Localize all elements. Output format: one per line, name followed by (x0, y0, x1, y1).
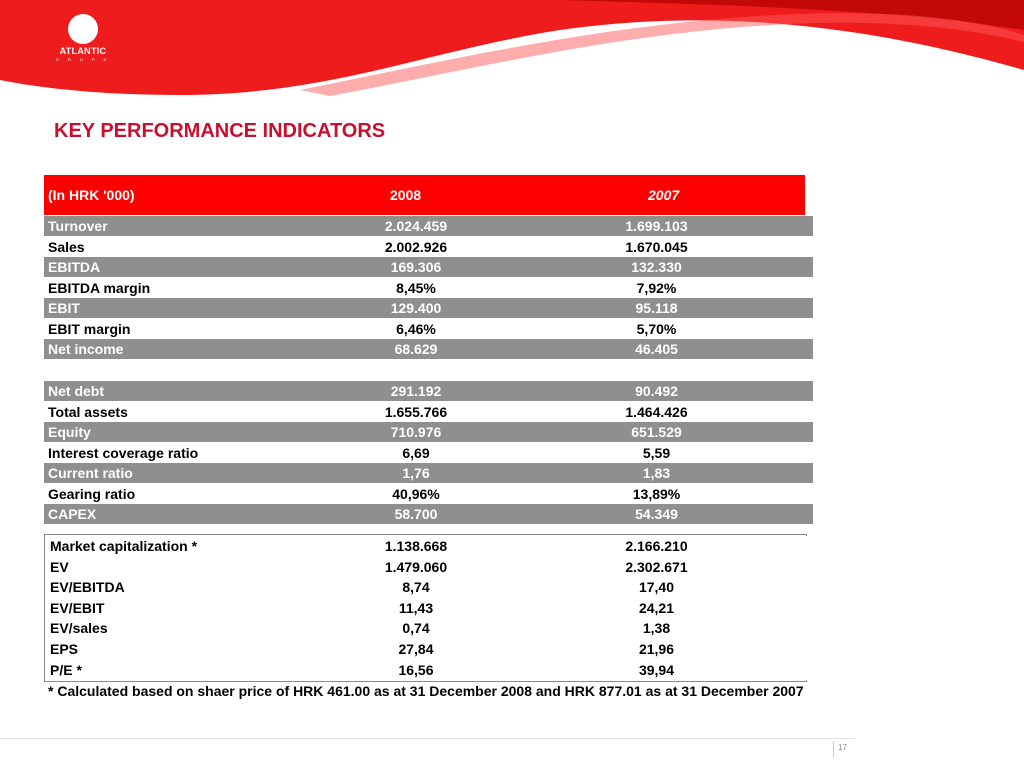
value-2008: 16,56 (332, 660, 500, 681)
value-2007: 1.670.045 (500, 237, 813, 258)
value-2007: 2.166.210 (500, 536, 813, 557)
value-2008: 11,43 (332, 598, 500, 619)
table-header (44, 175, 805, 215)
row-label: EV/sales (46, 618, 332, 639)
value-2007: 7,92% (500, 278, 813, 299)
value-2007: 1,38 (500, 618, 813, 639)
value-2008: 1,76 (332, 463, 500, 484)
row-label: EBIT (44, 298, 332, 319)
value-2007: 90.492 (500, 381, 813, 402)
logo-emblem-icon (68, 14, 98, 44)
value-2007: 24,21 (500, 598, 813, 619)
value-2008: 8,74 (332, 577, 500, 598)
value-2007: 54.349 (500, 504, 813, 525)
value-2007: 46.405 (500, 339, 813, 360)
page-title: KEY PERFORMANCE INDICATORS (54, 120, 386, 142)
kpi-table-valuation (46, 536, 813, 680)
row-label: P/E * (46, 660, 332, 681)
row-label: Turnover (44, 216, 332, 237)
row-label: Net income (44, 339, 332, 360)
header-unit-label: (In HRK '000) (48, 187, 135, 203)
value-2008: 1.138.668 (332, 536, 500, 557)
page-number: 17 (838, 743, 847, 752)
table-row (44, 298, 813, 319)
value-2007: 132.330 (500, 257, 813, 278)
value-2008: 0,74 (332, 618, 500, 639)
table-row (44, 278, 813, 299)
value-2007: 1.699.103 (500, 216, 813, 237)
row-label: Gearing ratio (44, 484, 332, 505)
table-row (44, 237, 813, 258)
value-2008: 6,46% (332, 319, 500, 340)
table-row (46, 536, 813, 557)
header-year-2008: 2008 (390, 187, 422, 203)
value-2008: 40,96% (332, 484, 500, 505)
row-label: Total assets (44, 402, 332, 423)
value-2008: 6,69 (332, 443, 500, 464)
table-row (46, 618, 813, 639)
row-label: Sales (44, 237, 332, 258)
value-2008: 291.192 (332, 381, 500, 402)
table-row (44, 402, 813, 423)
row-label: Equity (44, 422, 332, 443)
value-2008: 169.306 (332, 257, 500, 278)
row-label: EV (46, 557, 332, 578)
value-2008: 1.655.766 (332, 402, 500, 423)
table-row (44, 484, 813, 505)
value-2007: 1.464.426 (500, 402, 813, 423)
logo-text: ATLANTIC (59, 46, 107, 56)
footnote: * Calculated based on shaer price of HRK 461.00 as at 31 December 2008 and HRK 877.01 as at 31 December 2007 (48, 683, 804, 699)
table-row (44, 381, 813, 402)
table-row (46, 660, 813, 681)
row-label: CAPEX (44, 504, 332, 525)
kpi-table-income (44, 216, 813, 360)
kpi-table-balance (44, 381, 813, 525)
row-label: EBITDA (44, 257, 332, 278)
value-2007: 2.302.671 (500, 557, 813, 578)
value-2007: 39,94 (500, 660, 813, 681)
row-label: Market capitalization * (46, 536, 332, 557)
value-2007: 17,40 (500, 577, 813, 598)
table-row (46, 639, 813, 660)
table-row (44, 443, 813, 464)
table-row (44, 339, 813, 360)
value-2008: 27,84 (332, 639, 500, 660)
value-2008: 710.976 (332, 422, 500, 443)
value-2007: 651.529 (500, 422, 813, 443)
value-2008: 2.024.459 (332, 216, 500, 237)
row-label: Interest coverage ratio (44, 443, 332, 464)
table-row (44, 257, 813, 278)
value-2007: 21,96 (500, 639, 813, 660)
logo-subtext: G R U P A (55, 57, 111, 62)
table-row (46, 577, 813, 598)
value-2007: 1,83 (500, 463, 813, 484)
value-2007: 5,59 (500, 443, 813, 464)
footer-divider (0, 738, 855, 739)
value-2008: 68.629 (332, 339, 500, 360)
table-row (46, 598, 813, 619)
footer-separator (833, 741, 834, 757)
row-label: EPS (46, 639, 332, 660)
table-row (46, 557, 813, 578)
row-label: EBIT margin (44, 319, 332, 340)
row-label: Current ratio (44, 463, 332, 484)
table-row (44, 319, 813, 340)
row-label: EBITDA margin (44, 278, 332, 299)
value-2007: 13,89% (500, 484, 813, 505)
value-2008: 129.400 (332, 298, 500, 319)
value-2007: 95.118 (500, 298, 813, 319)
table-row (44, 422, 813, 443)
table-row (44, 216, 813, 237)
row-label: EV/EBIT (46, 598, 332, 619)
header-year-2007: 2007 (648, 187, 680, 203)
table-row (44, 463, 813, 484)
row-label: EV/EBITDA (46, 577, 332, 598)
header-banner (0, 0, 1024, 110)
value-2008: 58.700 (332, 504, 500, 525)
value-2008: 2.002.926 (332, 237, 500, 258)
atlantic-grupa-logo (52, 14, 114, 70)
row-label: Net debt (44, 381, 332, 402)
value-2008: 1.479.060 (332, 557, 500, 578)
value-2007: 5,70% (500, 319, 813, 340)
value-2008: 8,45% (332, 278, 500, 299)
table-row (44, 504, 813, 525)
